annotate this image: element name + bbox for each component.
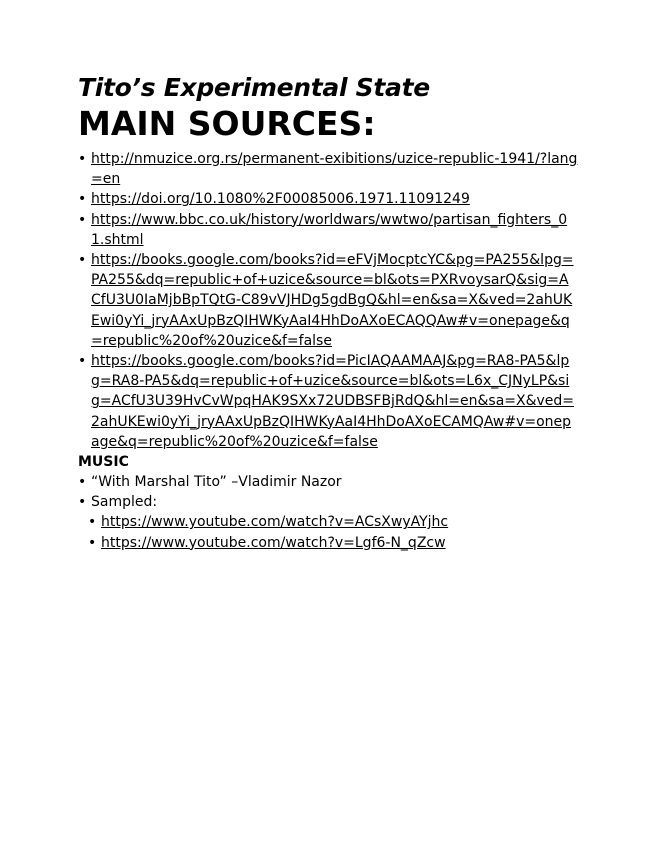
list-item [78,189,578,209]
source-link[interactable]: https://doi.org/10.1080%2F00085006.1971.11091249 [91,191,470,208]
music-list [78,472,578,512]
list-item [78,351,578,452]
sampled-link[interactable]: https://www.youtube.com/watch?v=Lgf6-N_qZcw [101,534,446,551]
list-item [78,512,578,532]
bullet-icon: • [78,151,87,167]
bullet-icon: • [78,252,87,269]
bullet-icon: • [78,474,87,491]
list-item [78,149,578,189]
bullet-icon: • [78,353,87,370]
source-link[interactable]: https://books.google.com/books?id=eFVjMocptcYC&pg=PA255&lpg=PA255&dq=republic+of+uzice&source=bl&ots=PXRvoysarQ&sig=ACfU3U0IaMjbBpTQtG-C89vVJHDg5gdBgQ&hl=en&sa=X&ved=2ahUKEwi0yYi_jryAAxUpBzQIHWKyAaI4HhDoAXoECAQQAw#v=onepage&q=republic%20of%20uzice&f=false [91,252,574,349]
source-link[interactable]: http://nmuzice.org.rs/permanent-exibitions/uzice-republic-1941/?lang=en [91,151,578,188]
list-item [78,250,578,351]
music-heading: MUSIC [78,454,129,471]
document-page [78,72,578,553]
document-subtitle: Tito’s Experimental State [78,73,430,102]
sources-list [78,149,578,452]
source-link[interactable]: https://books.google.com/books?id=PicIAQAAMAAJ&pg=RA8-PA5&lpg=RA8-PA5&dq=republic+of+uzice&source=bl&ots=L6x_CJNyLP&sig=ACfU3U39HvCvWpqHAK9SXx72UDBSFBjRdQ&hl=en&sa=X&ved=2ahUKEwi0yYi_jryAAxUpBzQIHWKyAaI4HhDoAXoECAMQAw#v=onepage&q=republic%20of%20uzice&f=false [91,353,575,450]
list-item [78,533,578,553]
bullet-icon: • [88,514,97,531]
bullet-icon: • [78,211,87,228]
page-title: MAIN SOURCES: [78,104,376,143]
music-item-text: Sampled: [91,494,158,511]
source-link[interactable]: https://www.bbc.co.uk/history/worldwars/wwtwo/partisan_fighters_01.shtml [91,211,568,248]
list-item [78,472,578,492]
bullet-icon: • [78,494,87,511]
bullet-icon: • [88,534,97,551]
list-item [78,210,578,250]
music-item-text: “With Marshal Tito” –Vladimir Nazor [91,474,342,491]
sampled-link[interactable]: https://www.youtube.com/watch?v=ACsXwyAYjhc [101,514,449,531]
bullet-icon: • [78,191,87,208]
sampled-links-list [78,512,578,552]
list-item [78,492,578,512]
